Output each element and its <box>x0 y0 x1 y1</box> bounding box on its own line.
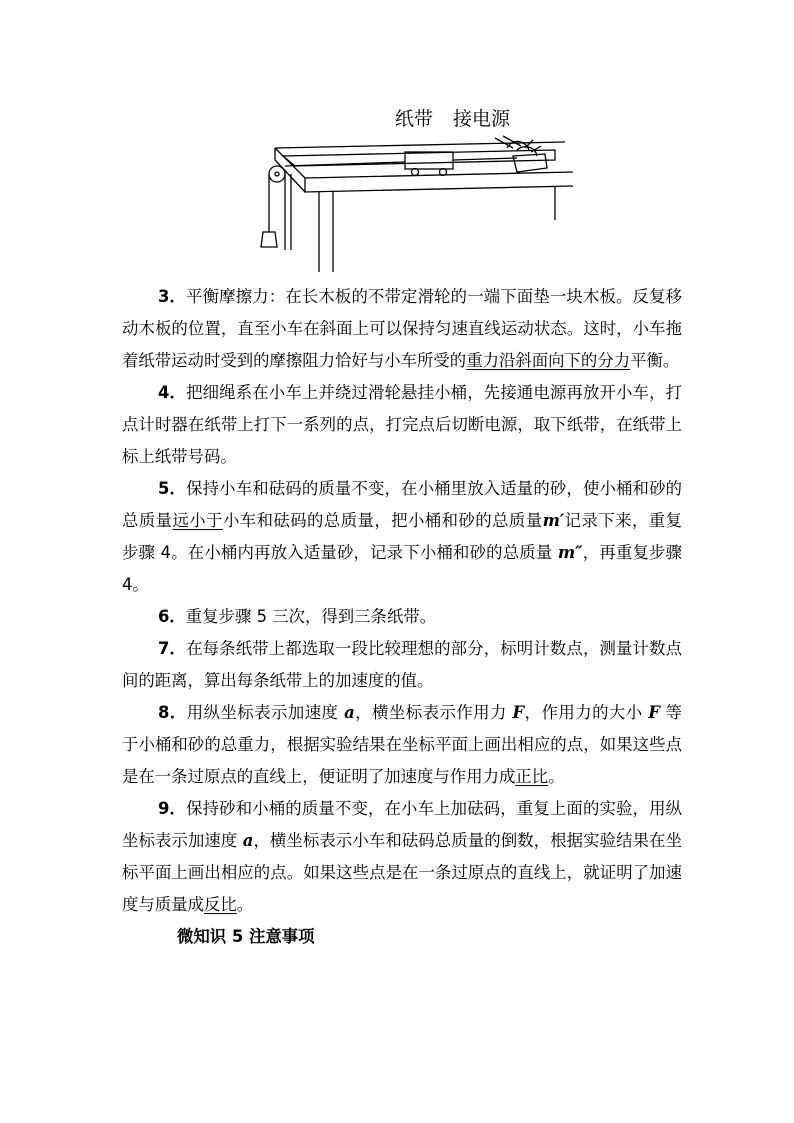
step-text: 。 <box>236 895 254 914</box>
section-heading: 微知识 5 注意事项 <box>177 927 315 946</box>
step-paragraph <box>122 601 682 633</box>
experiment-diagram <box>255 100 585 275</box>
math-symbol: a <box>242 831 254 850</box>
step-number: 5． <box>158 479 187 498</box>
math-symbol: F <box>648 703 660 722</box>
step-text: ，横坐标表示小车和砝码总质量的倒数，根据实验结果在坐标平面上画出相应的点。如果这些点是在一条过原点的直线上，就证明了加速度与质量成 <box>122 831 682 914</box>
step-number: 9． <box>158 799 187 818</box>
step-number: 4． <box>158 383 187 402</box>
underlined-answer: 远小于 <box>172 511 223 530</box>
step-text: 用纵坐标表示加速度 <box>186 703 345 722</box>
step-number: 8． <box>158 703 187 722</box>
step-paragraph <box>122 473 682 601</box>
step-text: 保持小车和砝码的质量不变，在小桶里放入适量的砂，使小桶和砂的总质量 <box>122 479 683 530</box>
step-paragraph <box>122 697 682 793</box>
step-text: ，横坐标表示作用力 <box>354 703 513 722</box>
step-text: 重复步骤 5 三次，得到三条纸带。 <box>185 607 437 626</box>
step-text: ，作用力的大小 <box>524 703 649 722</box>
step-text: 等于小桶和砂的总重力，根据实验结果在坐标平面上画出相应的点，如果这些点是在一条过原点的直线上，便证明了加速度与作用力成 <box>122 703 683 786</box>
step-text: 保持砂和小桶的质量不变，在小车上加砝码，重复上面的实验，用纵坐标表示加速度 <box>122 799 683 850</box>
step-number: 3． <box>158 287 187 306</box>
step-text: 把细绳系在小车上并绕过滑轮悬挂小桶，先接通电源再放开小车，打点计时器在纸带上打下一系列的点，打完点后切断电源，取下纸带，在纸带上标上纸带号码。 <box>122 383 683 466</box>
math-symbol: m′ <box>542 511 565 530</box>
step-paragraph <box>122 793 682 921</box>
math-symbol: a <box>344 703 355 722</box>
underlined-answer: 重力沿斜面向下的分力 <box>466 351 631 370</box>
step-text: 平衡。 <box>630 351 680 370</box>
step-text: 平衡摩擦力：在长木板的不带定滑轮的一端下面垫一块木板。反复移动木板的位置，直至小车在斜面上可以保持匀速直线运动状态。这时，小车拖着纸带运动时受到的摩擦阻力恰好与小车所受的 <box>122 287 683 370</box>
step-text: 记录下来，重复步骤 4。在小桶内再放入适量砂，记录下小桶和砂的总质量 <box>122 511 683 562</box>
step-paragraph <box>122 633 682 697</box>
underlined-answer: 正比 <box>515 767 549 786</box>
step-number: 6． <box>158 607 186 626</box>
math-symbol: m″ <box>557 543 583 562</box>
step-text: 在每条纸带上都选取一段比较理想的部分，标明计数点，测量计数点间的距离，算出每条纸带上的加速度的值。 <box>122 639 683 690</box>
step-number: 7． <box>158 639 187 658</box>
step-paragraph <box>122 281 682 377</box>
step-text: 。 <box>548 767 565 786</box>
document-body <box>122 281 682 953</box>
power-supply-label: 接电源 <box>453 108 511 130</box>
paper-tape-label: 纸带 <box>395 108 434 130</box>
step-paragraph <box>122 377 682 473</box>
math-symbol: F <box>512 703 525 722</box>
step-text: ，再重复步骤 4。 <box>122 543 682 594</box>
underlined-answer: 反比 <box>203 895 237 914</box>
step-text: 小车和砝码的总质量，把小桶和砂的总质量 <box>222 511 543 530</box>
